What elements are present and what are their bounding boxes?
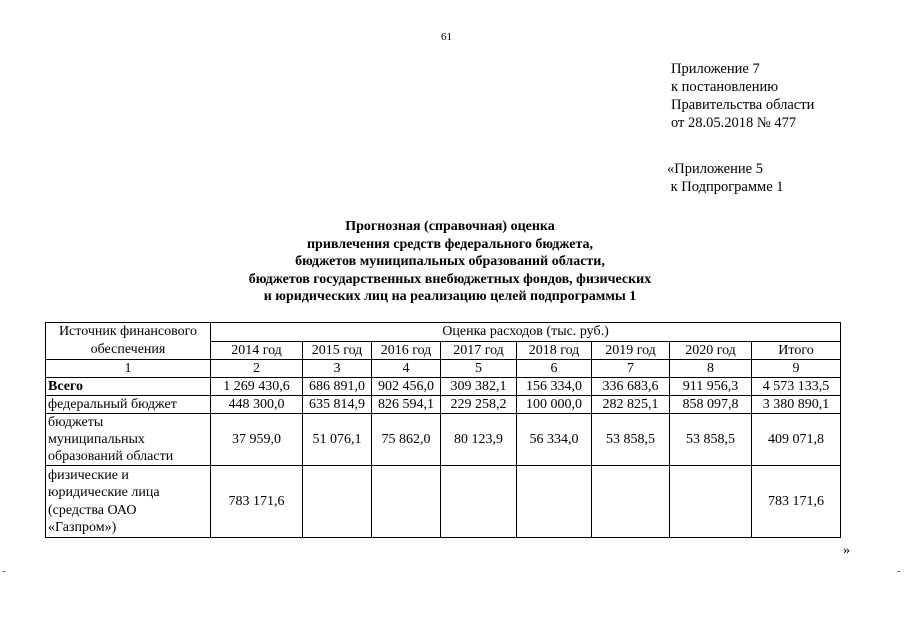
- row-label-line: бюджеты: [48, 415, 104, 430]
- row-label-line: юридические лица: [48, 485, 160, 500]
- row-label-line: «Газпром»): [48, 520, 117, 535]
- year-header: 2017 год: [441, 341, 517, 360]
- column-number: 8: [670, 360, 752, 378]
- row-label-line: (средства ОАО: [48, 502, 137, 518]
- table-row-municipal: [46, 414, 841, 466]
- value-cell: 336 683,6: [592, 378, 670, 396]
- value-cell: 826 594,1: [372, 396, 441, 414]
- value-cell: [441, 466, 517, 538]
- appendix-ref-line: к Подпрограмме 1: [667, 179, 784, 195]
- value-cell: 1 269 430,6: [211, 378, 303, 396]
- value-cell: [670, 466, 752, 538]
- title-line: бюджетов муниципальных образований области,: [295, 254, 605, 269]
- page-number: 61: [441, 31, 452, 43]
- value-cell: 409 071,8: [752, 414, 841, 466]
- year-header: 2015 год: [303, 341, 372, 360]
- column-number: 6: [517, 360, 592, 378]
- value-cell: 3 380 890,1: [752, 396, 841, 414]
- table-row-legal-entities: [46, 466, 841, 538]
- value-cell: 911 956,3: [670, 378, 752, 396]
- year-header: 2020 год: [670, 341, 752, 360]
- column-number: 4: [372, 360, 441, 378]
- value-cell: 75 862,0: [372, 414, 441, 466]
- row-label-line: муниципальных: [48, 432, 145, 447]
- document-title: [150, 218, 750, 306]
- value-cell: 902 456,0: [372, 378, 441, 396]
- table-row-total: [46, 378, 841, 396]
- financing-table: [45, 322, 841, 538]
- year-header: 2019 год: [592, 341, 670, 360]
- value-cell: 37 959,0: [211, 414, 303, 466]
- source-header: [46, 323, 211, 360]
- value-cell: 56 334,0: [517, 414, 592, 466]
- column-number: 7: [592, 360, 670, 378]
- value-cell: 53 858,5: [670, 414, 752, 466]
- closing-quote: »: [843, 543, 850, 558]
- column-number: 2: [211, 360, 303, 378]
- title-line: и юридических лиц на реализацию целей подпрограммы 1: [263, 289, 637, 304]
- column-number: 1: [46, 360, 211, 378]
- total-header: Итого: [752, 341, 841, 360]
- value-cell: [517, 466, 592, 538]
- value-cell: 53 858,5: [592, 414, 670, 466]
- scan-edge-mark: -: [897, 566, 901, 577]
- appendix-ref-line: «Приложение 5: [667, 161, 763, 177]
- appendix-header: [671, 60, 814, 132]
- source-header-text: Источник финансового обеспечения: [58, 324, 198, 357]
- appendix-reference: [667, 160, 784, 196]
- column-number-row: [46, 360, 841, 378]
- value-cell: 51 076,1: [303, 414, 372, 466]
- scan-edge-mark: -: [2, 566, 6, 577]
- column-number: 3: [303, 360, 372, 378]
- value-cell: 100 000,0: [517, 396, 592, 414]
- estimate-header: Оценка расходов (тыс. руб.): [211, 323, 841, 342]
- appendix-line: Приложение 7: [671, 61, 760, 77]
- appendix-line: к постановлению: [671, 79, 779, 95]
- value-cell: 156 334,0: [517, 378, 592, 396]
- table-row-federal: [46, 396, 841, 414]
- row-label-line: образований области: [48, 449, 174, 464]
- value-cell: 229 258,2: [441, 396, 517, 414]
- column-number: 9: [752, 360, 841, 378]
- appendix-line: от 28.05.2018 № 477: [671, 115, 797, 131]
- row-label: федеральный бюджет: [46, 396, 211, 414]
- value-cell: 309 382,1: [441, 378, 517, 396]
- value-cell: 282 825,1: [592, 396, 670, 414]
- title-line: привлечения средств федерального бюджета,: [306, 236, 594, 252]
- title-line: бюджетов государственных внебюджетных фондов, физических: [248, 271, 652, 287]
- value-cell: 783 171,6: [211, 466, 303, 538]
- column-number: 5: [441, 360, 517, 378]
- value-cell: 4 573 133,5: [752, 378, 841, 396]
- value-cell: 783 171,6: [752, 466, 841, 538]
- value-cell: [372, 466, 441, 538]
- row-label: [46, 466, 211, 538]
- year-header: 2014 год: [211, 341, 303, 360]
- value-cell: 686 891,0: [303, 378, 372, 396]
- value-cell: 448 300,0: [211, 396, 303, 414]
- appendix-line: Правительства области: [671, 97, 815, 113]
- value-cell: [592, 466, 670, 538]
- value-cell: 635 814,9: [303, 396, 372, 414]
- title-line: Прогнозная (справочная) оценка: [345, 219, 555, 234]
- row-label: [46, 414, 211, 466]
- year-header: 2018 год: [517, 341, 592, 360]
- value-cell: [303, 466, 372, 538]
- header-row: [46, 323, 841, 342]
- value-cell: 80 123,9: [441, 414, 517, 466]
- row-label: Всего: [46, 378, 211, 396]
- row-label-line: физические и: [48, 467, 129, 483]
- year-header: 2016 год: [372, 341, 441, 360]
- value-cell: 858 097,8: [670, 396, 752, 414]
